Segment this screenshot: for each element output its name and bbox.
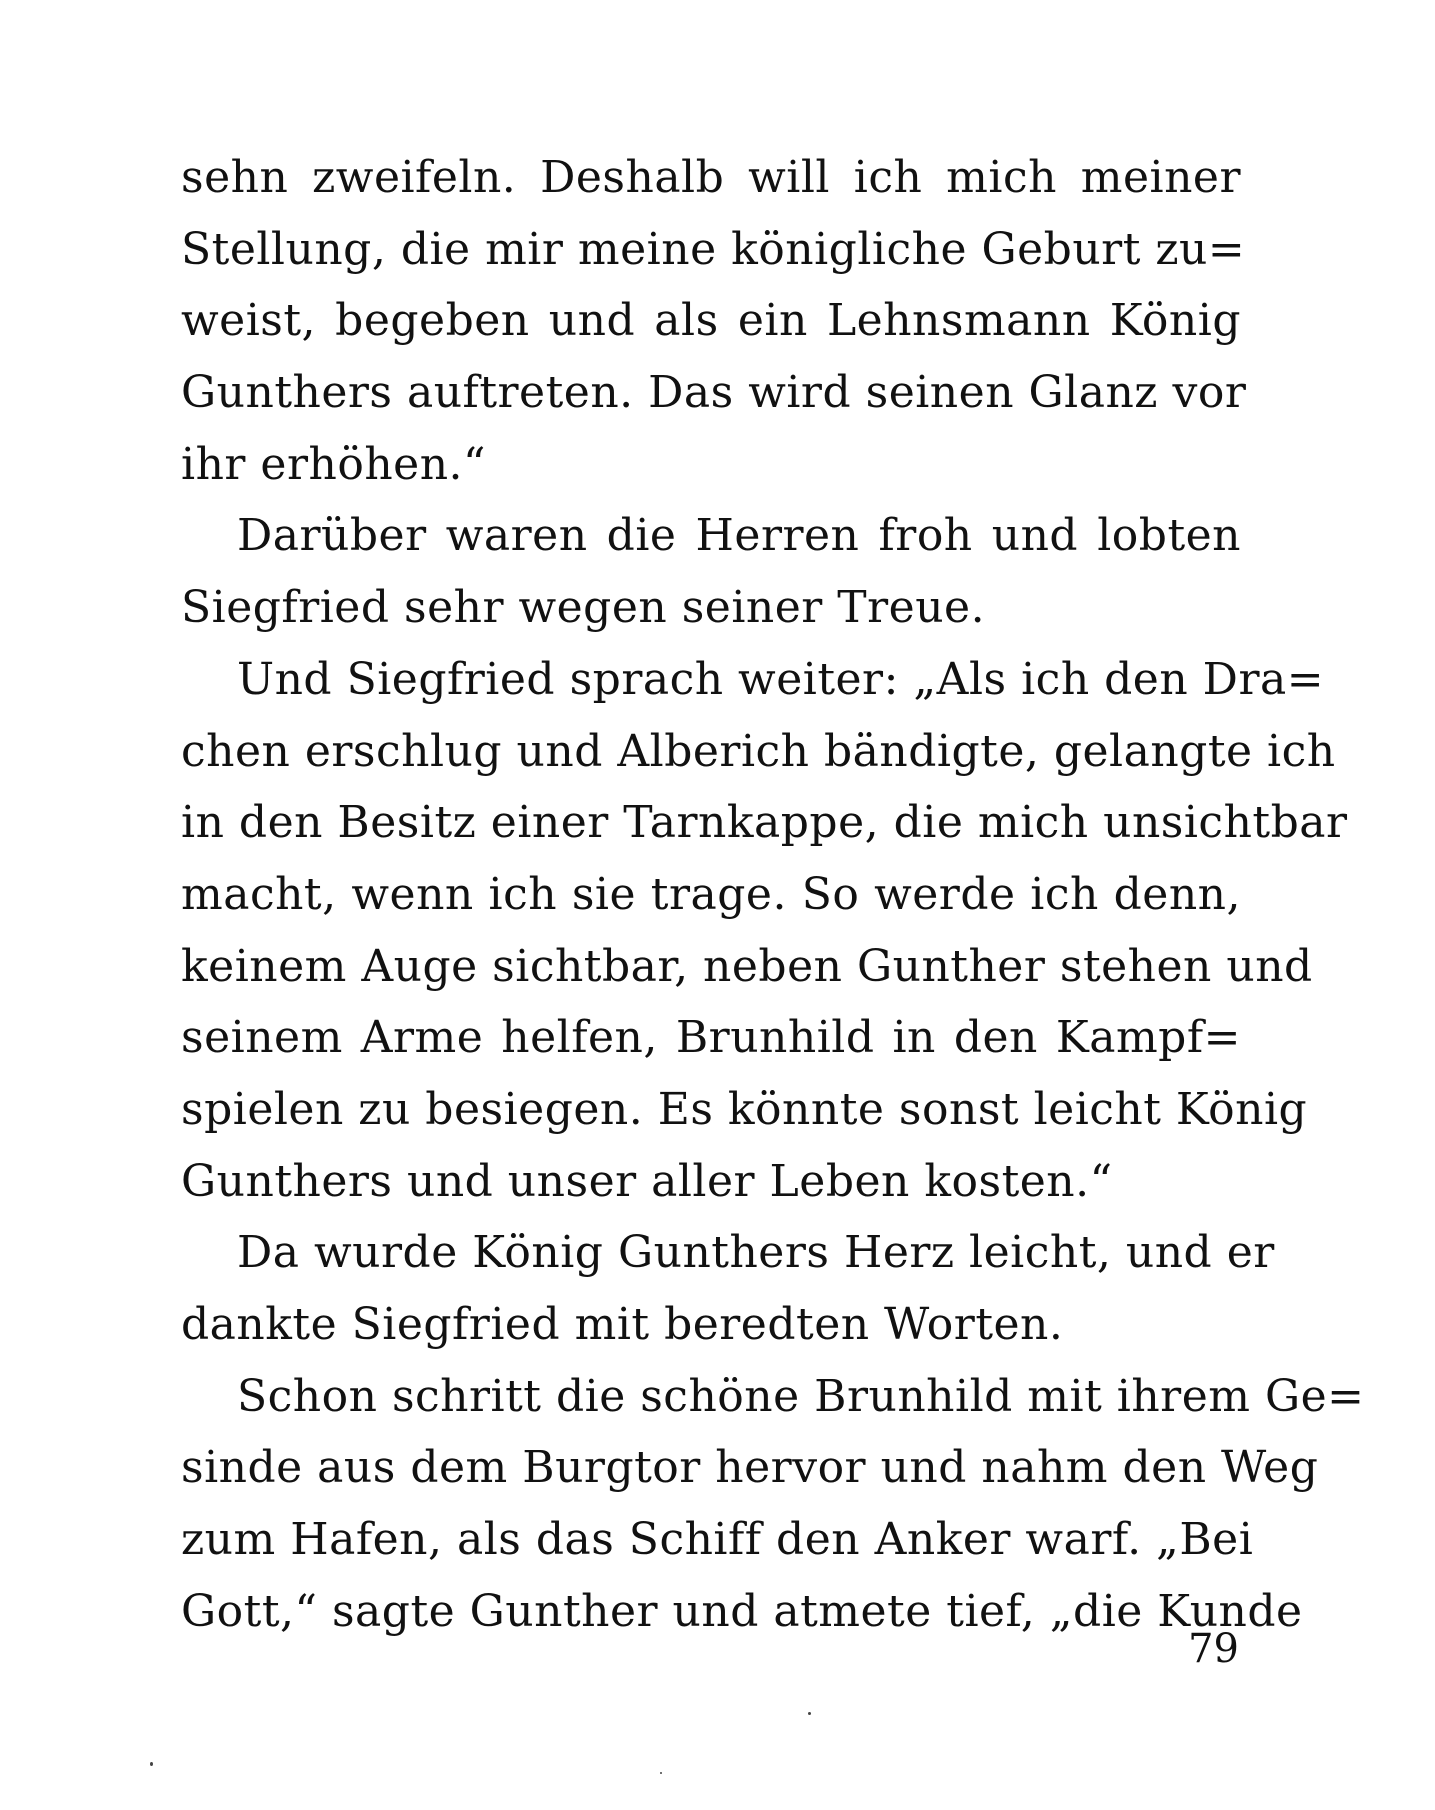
text-line: dankte Siegfried mit beredten Worten. [181, 1299, 1064, 1350]
text-line: Stellung, die mir meine königliche Geburt zu= [181, 223, 1246, 275]
text-line: sinde aus dem Burgtor hervor und nahm den Weg [181, 1442, 1319, 1494]
scan-speck [808, 1712, 811, 1715]
text-line: seinem Arme helfen, Brunhild in den Kampf= [181, 1012, 1241, 1064]
body-text [181, 142, 1365, 1647]
text-line: macht, wenn ich sie trage. So werde ich denn, [181, 868, 1241, 920]
text-line: zum Hafen, als das Schiff den Anker warf. „Bei [181, 1514, 1254, 1566]
text-line: Da wurde König Gunthers Herz leicht, und er [237, 1227, 1275, 1279]
page-number: 79 [1188, 1626, 1239, 1672]
text-line: sehn zweifeln. Deshalb will ich mich meiner [181, 152, 1241, 203]
text-line: Siegfried sehr wegen seiner Treue. [181, 582, 986, 634]
text-line: keinem Auge sichtbar, neben Gunther stehen und [181, 940, 1313, 992]
text-line: Gunthers und unser aller Leben kosten.“ [181, 1155, 1113, 1207]
text-line: Schon schritt die schöne Brunhild mit ihrem Ge= [237, 1370, 1365, 1422]
text-line: spielen zu besiegen. Es könnte sonst leicht König [181, 1083, 1308, 1135]
scan-speck [150, 1762, 153, 1766]
text-line: Und Siegfried sprach weiter: „Als ich den Dra= [237, 653, 1325, 705]
text-line: ihr erhöhen.“ [181, 438, 487, 490]
text-line: Gunthers auftreten. Das wird seinen Glanz vor [181, 367, 1247, 419]
scan-speck [660, 1772, 662, 1774]
text-line: Darüber waren die Herren froh und lobten [237, 510, 1241, 562]
text-line: in den Besitz einer Tarnkappe, die mich unsichtbar [181, 797, 1348, 849]
text-line: weist, begeben und als ein Lehnsmann König [181, 295, 1241, 347]
text-line: Gott,“ sagte Gunther und atmete tief, „die Kunde [181, 1585, 1303, 1637]
text-line: chen erschlug und Alberich bändigte, gelangte ich [181, 725, 1336, 777]
